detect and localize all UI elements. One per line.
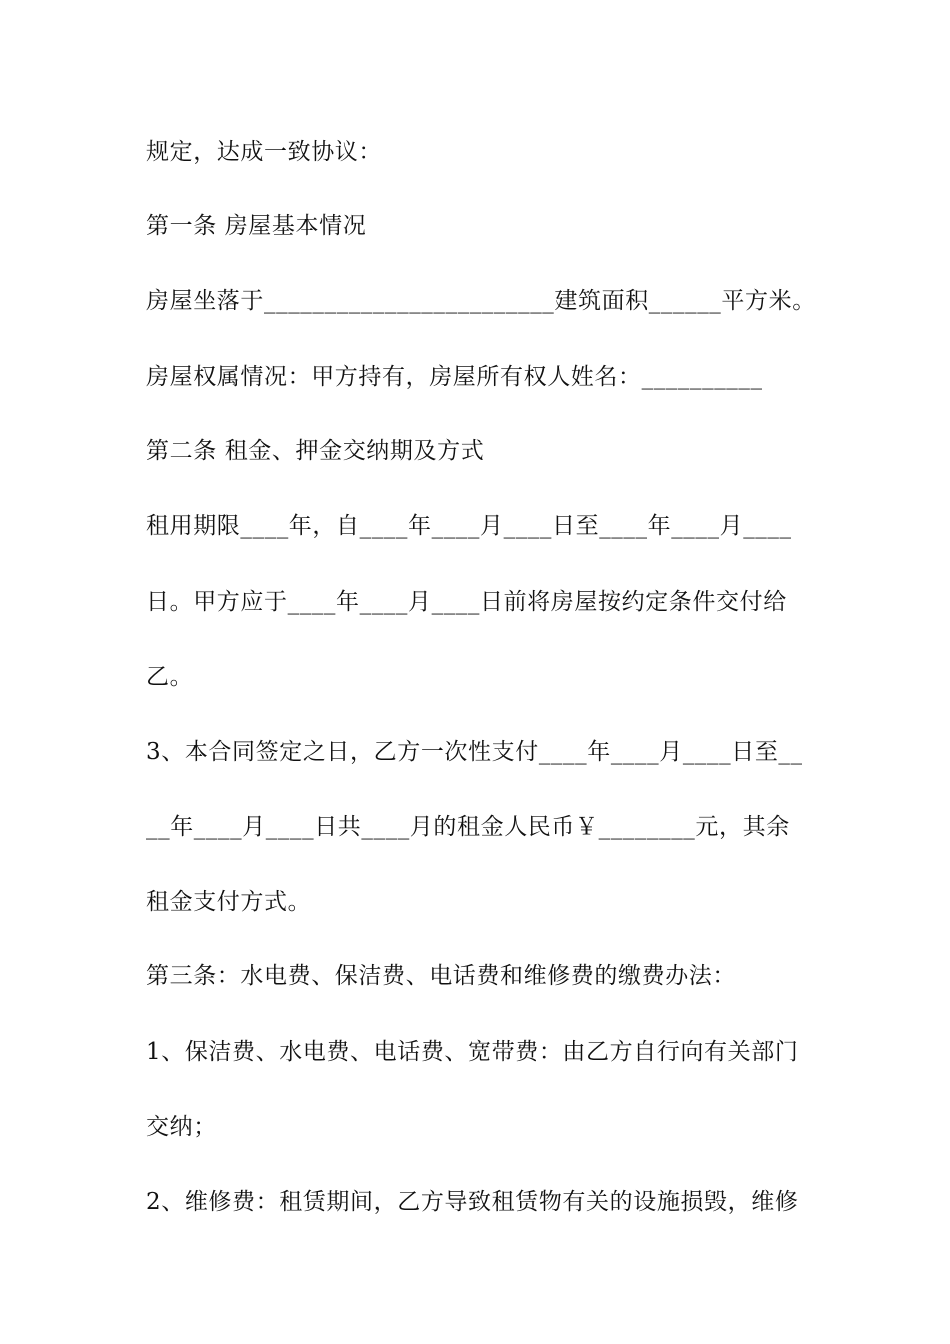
utility-fees-continuation: 交纳；	[146, 1114, 217, 1140]
property-ownership-line: 房屋权属情况：甲方持有，房屋所有权人姓名：__________	[146, 364, 763, 390]
article-3-heading: 第三条：水电费、保洁费、电话费和维修费的缴费办法：	[146, 963, 736, 989]
utility-fees-line: 1、保洁费、水电费、电话费、宽带费：由乙方自行向有关部门	[146, 1039, 799, 1065]
delivery-date-line: 日。甲方应于____年____月____日前将房屋按约定条件交付给	[146, 589, 787, 615]
delivery-date-continuation: 乙。	[146, 664, 194, 690]
article-2-heading: 第二条 租金、押金交纳期及方式	[146, 438, 485, 464]
property-location-line: 房屋坐落于________________________建筑面积______平方米。	[146, 288, 816, 314]
article-1-heading: 第一条 房屋基本情况	[146, 213, 367, 239]
lease-term-line: 租用期限____年，自____年____月____日至____年____月____	[146, 513, 792, 539]
payment-method-line: 租金支付方式。	[146, 889, 312, 915]
maintenance-fee-line: 2、维修费：租赁期间，乙方导致租赁物有关的设施损毁，维修	[146, 1189, 799, 1215]
payment-amount-line: __年____月____日共____月的租金人民币￥________元，其余	[146, 814, 790, 840]
agreement-intro-line: 规定，达成一致协议：	[146, 139, 382, 165]
payment-clause-line: 3、本合同签定之日，乙方一次性支付____年____月____日至__	[146, 739, 803, 765]
